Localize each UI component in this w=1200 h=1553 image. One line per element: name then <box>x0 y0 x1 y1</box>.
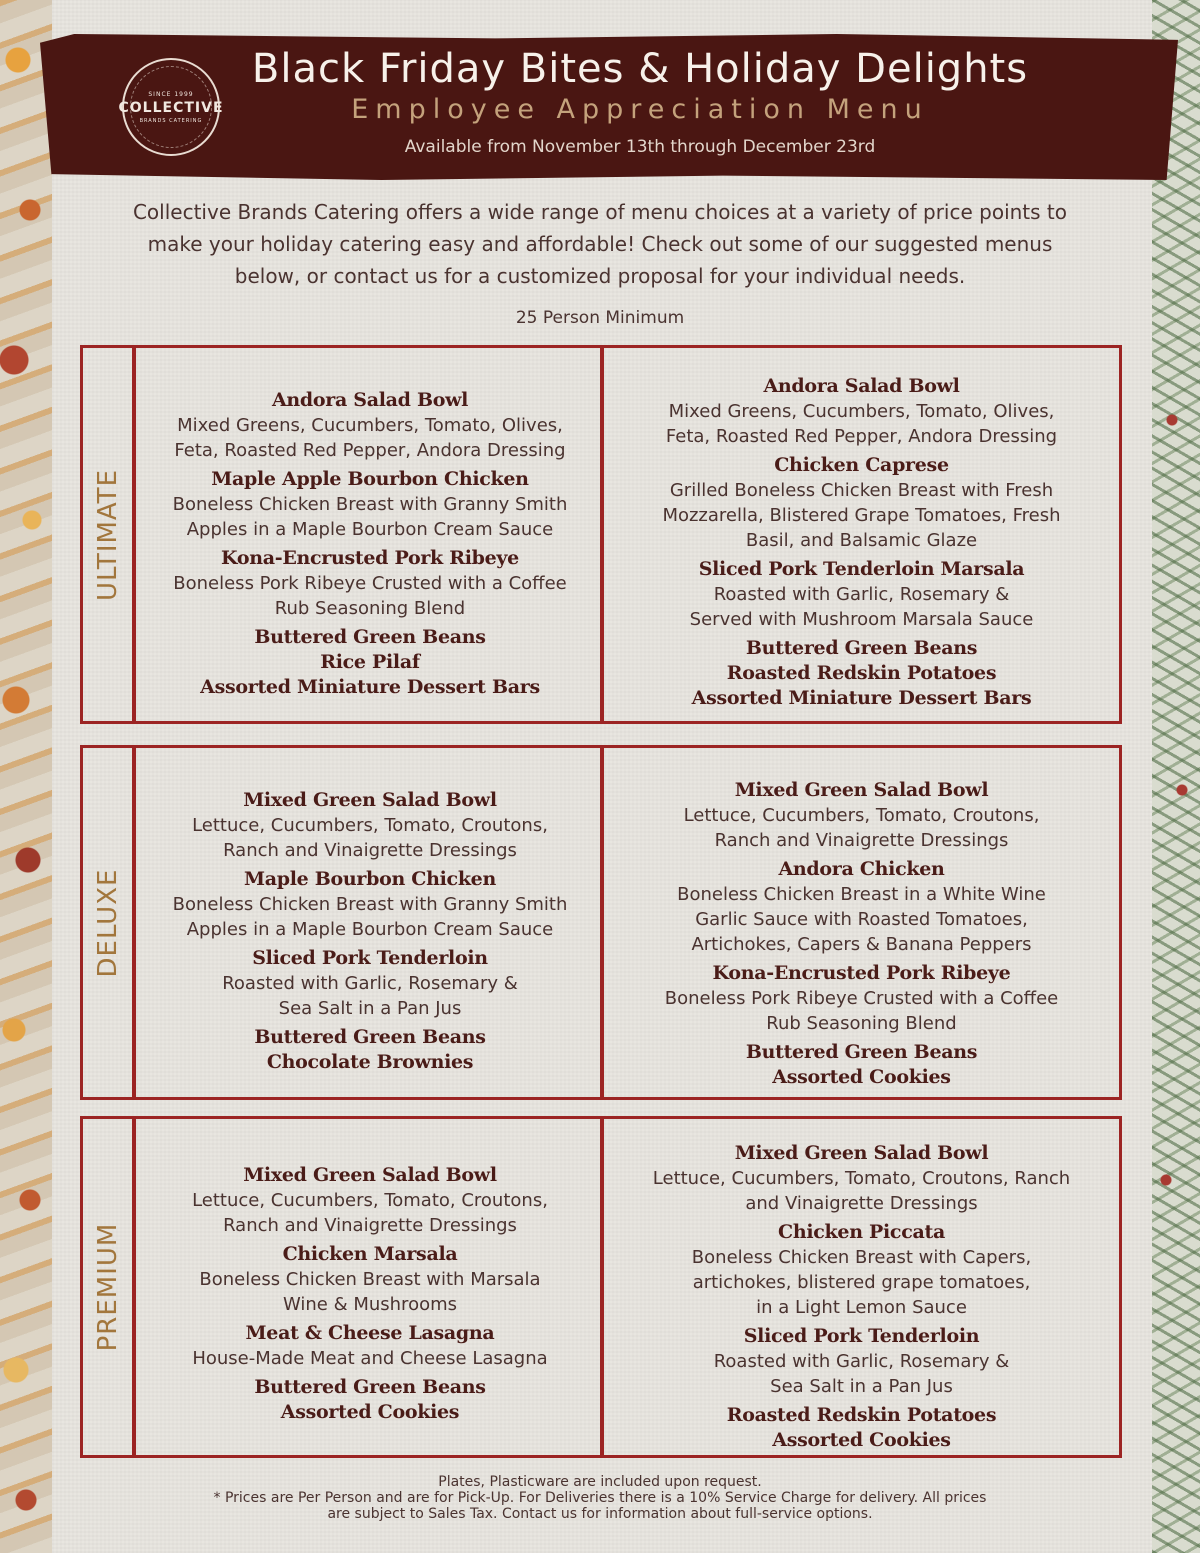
description-line: Sea Salt in a Pan Jus <box>278 998 462 1019</box>
person-minimum: 25 Person Minimum <box>515 308 685 328</box>
dish-description <box>140 1188 600 1238</box>
menu-tier-ultimate <box>80 345 1122 724</box>
evergreen-border <box>1152 0 1200 1553</box>
description-line: artichokes, blistered grape tomatoes, <box>692 1272 1031 1293</box>
dish-name: Andora Chicken <box>778 858 945 880</box>
dish-name: Chicken Caprese <box>774 454 949 476</box>
tier-label: DELUXE <box>92 868 123 977</box>
dish-description <box>604 882 1119 957</box>
tier-label-column <box>83 748 136 1097</box>
description-line: Rub Seasoning Blend <box>766 1013 957 1034</box>
description-line: Apples in a Maple Bourbon Cream Sauce <box>186 519 554 540</box>
dish-description <box>604 1349 1119 1399</box>
dish-description <box>604 986 1119 1036</box>
dish-name: Sliced Pork Tenderloin <box>743 1325 980 1347</box>
description-line: Boneless Chicken Breast in a White Wine <box>677 884 1046 905</box>
dish-name: Assorted Miniature Dessert Bars <box>200 676 540 698</box>
description-line: Boneless Chicken Breast with Granny Smith <box>172 494 568 515</box>
description-line: Mixed Greens, Cucumbers, Tomato, Olives, <box>177 415 563 436</box>
menu-option-right <box>604 1141 1119 1453</box>
description-line: Wine & Mushrooms <box>282 1294 458 1315</box>
dish-name: Sliced Pork Tenderloin Marsala <box>698 558 1025 580</box>
page-subtitle: Employee Appreciation Menu <box>351 94 929 125</box>
description-line: Basil, and Balsamic Glaze <box>745 530 978 551</box>
description-line: Rub Seasoning Blend <box>274 598 466 619</box>
dish-description <box>604 399 1119 449</box>
dish-name: Maple Apple Bourbon Chicken <box>211 468 529 490</box>
menu-option-right <box>604 778 1119 1090</box>
dish-description <box>604 478 1119 553</box>
dish-name: Assorted Cookies <box>772 1066 951 1088</box>
tier-label-column <box>83 1119 136 1455</box>
dish-name: Mixed Green Salad Bowl <box>734 779 989 801</box>
description-line: Ranch and Vinaigrette Dressings <box>223 1215 517 1236</box>
dish-name: Buttered Green Beans <box>254 1376 486 1398</box>
dish-name: Maple Bourbon Chicken <box>244 868 496 890</box>
dish-description <box>140 1267 600 1317</box>
dish-description <box>604 1245 1119 1320</box>
tier-label-column <box>83 348 136 721</box>
description-line: Lettuce, Cucumbers, Tomato, Croutons, Ranch <box>652 1168 1071 1189</box>
dish-name: Buttered Green Beans <box>745 1041 978 1063</box>
description-line: and Vinaigrette Dressings <box>745 1193 978 1214</box>
description-line: Boneless Chicken Breast with Capers, <box>691 1247 1032 1268</box>
logo-name: COLLECTIVE <box>118 99 224 116</box>
logo-ring <box>130 66 212 148</box>
dish-name: Assorted Miniature Dessert Bars <box>691 687 1032 709</box>
logo-since: SINCE 1999 <box>148 90 194 98</box>
dish-name: Kona-Encrusted Pork Ribeye <box>712 962 1011 984</box>
description-line: Roasted with Garlic, Rosemary & <box>713 1351 1010 1372</box>
description-line: Boneless Chicken Breast with Granny Smith <box>172 894 568 915</box>
menu-option-left <box>140 388 600 700</box>
description-line: Ranch and Vinaigrette Dressings <box>714 830 1009 851</box>
dish-name: Assorted Cookies <box>772 1429 951 1451</box>
dish-name: Mixed Green Salad Bowl <box>734 1142 989 1164</box>
menu-option-left <box>140 1163 600 1425</box>
menu-option-left <box>140 788 600 1075</box>
dish-name: Meat & Cheese Lasagna <box>245 1322 495 1344</box>
page-title: Black Friday Bites & Holiday Delights <box>251 46 1029 92</box>
autumn-leaves-border <box>0 0 52 1553</box>
dish-name: Mixed Green Salad Bowl <box>243 789 497 811</box>
collective-logo <box>118 58 224 156</box>
dish-description <box>140 413 600 463</box>
dish-description <box>604 582 1119 632</box>
description-line: Feta, Roasted Red Pepper, Andora Dressing <box>665 426 1058 447</box>
description-line: Apples in a Maple Bourbon Cream Sauce <box>186 919 554 940</box>
intro-line: below, or contact us for a customized proposal for your individual needs. <box>234 264 966 288</box>
dish-description <box>140 892 600 942</box>
description-line: Lettuce, Cucumbers, Tomato, Croutons, <box>683 805 1040 826</box>
dish-name: Kona-Encrusted Pork Ribeye <box>221 547 519 569</box>
logo-sub: BRANDS CATERING <box>139 117 203 124</box>
dish-name: Roasted Redskin Potatoes <box>726 1404 997 1426</box>
menu-option-right <box>604 374 1119 711</box>
dish-name: Rice Pilaf <box>320 651 420 673</box>
description-line: Lettuce, Cucumbers, Tomato, Croutons, <box>192 1190 548 1211</box>
description-line: Boneless Chicken Breast with Marsala <box>199 1269 541 1290</box>
description-line: Roasted with Garlic, Rosemary & <box>713 584 1010 605</box>
dish-description <box>140 1346 600 1371</box>
dish-name: Assorted Cookies <box>280 1401 460 1423</box>
intro-paragraph <box>90 196 1110 292</box>
description-line: Artichokes, Capers & Banana Peppers <box>691 934 1032 955</box>
intro-line: Collective Brands Catering offers a wide range of menu choices at a variety of price points to <box>132 200 1068 224</box>
dish-description <box>140 492 600 542</box>
dish-name: Roasted Redskin Potatoes <box>726 662 997 684</box>
availability-dates: Available from November 13th through December 23rd <box>404 137 876 157</box>
dish-name: Andora Salad Bowl <box>763 375 960 397</box>
dish-name: Chicken Marsala <box>282 1243 458 1265</box>
menu-tier-deluxe <box>80 745 1122 1100</box>
description-line: Ranch and Vinaigrette Dressings <box>223 840 517 861</box>
footer-line: are subject to Sales Tax. Contact us for information about full-service options. <box>327 1506 873 1522</box>
description-line: in a Light Lemon Sauce <box>756 1297 967 1318</box>
description-line: Boneless Pork Ribeye Crusted with a Coffee <box>173 573 567 594</box>
description-line: Grilled Boneless Chicken Breast with Fresh <box>669 480 1054 501</box>
dish-name: Chocolate Brownies <box>266 1051 474 1073</box>
dish-name: Sliced Pork Tenderloin <box>252 947 488 969</box>
menu-tier-premium <box>80 1116 1122 1458</box>
description-line: Served with Mushroom Marsala Sauce <box>689 609 1034 630</box>
description-line: Mozzarella, Blistered Grape Tomatoes, Fresh <box>662 505 1061 526</box>
dish-name: Buttered Green Beans <box>254 1026 486 1048</box>
description-line: Boneless Pork Ribeye Crusted with a Coffee <box>664 988 1059 1009</box>
dish-description <box>604 803 1119 853</box>
description-line: House-Made Meat and Cheese Lasagna <box>192 1348 548 1369</box>
description-line: Feta, Roasted Red Pepper, Andora Dressing <box>174 440 566 461</box>
description-line: Garlic Sauce with Roasted Tomatoes, <box>695 909 1028 930</box>
dish-name: Mixed Green Salad Bowl <box>243 1164 497 1186</box>
footer-line: Plates, Plasticware are included upon request. <box>438 1474 762 1490</box>
dish-description <box>140 571 600 621</box>
footer-notes <box>150 1474 1050 1522</box>
description-line: Sea Salt in a Pan Jus <box>770 1376 953 1397</box>
description-line: Mixed Greens, Cucumbers, Tomato, Olives, <box>668 401 1055 422</box>
dish-name: Buttered Green Beans <box>745 637 978 659</box>
tier-label: ULTIMATE <box>92 468 123 601</box>
description-line: Lettuce, Cucumbers, Tomato, Croutons, <box>192 815 548 836</box>
tier-label: PREMIUM <box>92 1222 123 1352</box>
dish-name: Andora Salad Bowl <box>271 389 469 411</box>
dish-name: Chicken Piccata <box>778 1221 945 1243</box>
dish-description <box>140 813 600 863</box>
footer-line: * Prices are Per Person and are for Pick-Up. For Deliveries there is a 10% Service Charge for delivery. All prices <box>213 1490 987 1506</box>
dish-name: Buttered Green Beans <box>254 626 486 648</box>
description-line: Roasted with Garlic, Rosemary & <box>222 973 518 994</box>
dish-description <box>140 971 600 1021</box>
dish-description <box>604 1166 1119 1216</box>
intro-line: make your holiday catering easy and affordable! Check out some of our suggested menus <box>147 232 1053 256</box>
